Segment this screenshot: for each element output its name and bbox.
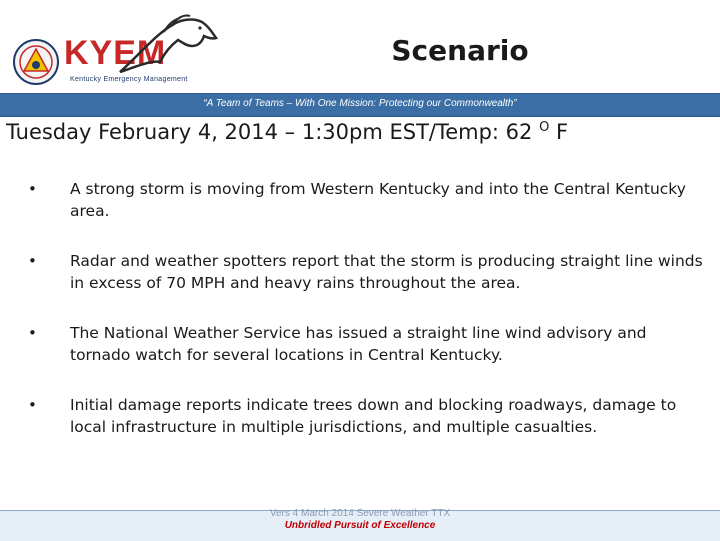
tagline: “A Team of Teams – With One Mission: Protecting our Commonwealth”: [203, 98, 517, 109]
scenario-bullet-list: [28, 178, 708, 466]
bullet-item: • The National Weather Service has issued a straight line wind advisory and tornado watch for several locations in Central Kentucky.: [28, 322, 708, 366]
tagline-band: [0, 93, 720, 117]
date-time-temperature: [6, 120, 716, 144]
date-text: Tuesday February 4, 2014 – 1:30pm EST/Temp: 62: [6, 120, 540, 144]
bullet-item: • A strong storm is moving from Western Kentucky and into the Central Kentucky area.: [28, 178, 708, 222]
bullet-item: • Initial damage reports indicate trees down and blocking roadways, damage to local infrastructure in multiple jurisdictions, and multiple casualties.: [28, 394, 708, 438]
horse-head-icon: [112, 12, 220, 78]
bullet-item: • Radar and weather spotters report that the storm is producing straight line winds in excess of 70 MPH and heavy rains throughout the area.: [28, 250, 708, 294]
slide-title: Scenario: [391, 34, 529, 67]
logo-text: KYEM: [64, 34, 167, 72]
degree-symbol: O: [539, 120, 550, 135]
footer-version: Vers 4 March 2014 Severe Weather TTX: [269, 508, 451, 519]
logo-subtitle: Kentucky Emergency Management: [70, 76, 188, 83]
footer-motto: Unbridled Pursuit of Excellence: [284, 520, 436, 531]
kyem-seal-icon: [12, 38, 60, 86]
temperature-unit: F: [549, 120, 569, 144]
